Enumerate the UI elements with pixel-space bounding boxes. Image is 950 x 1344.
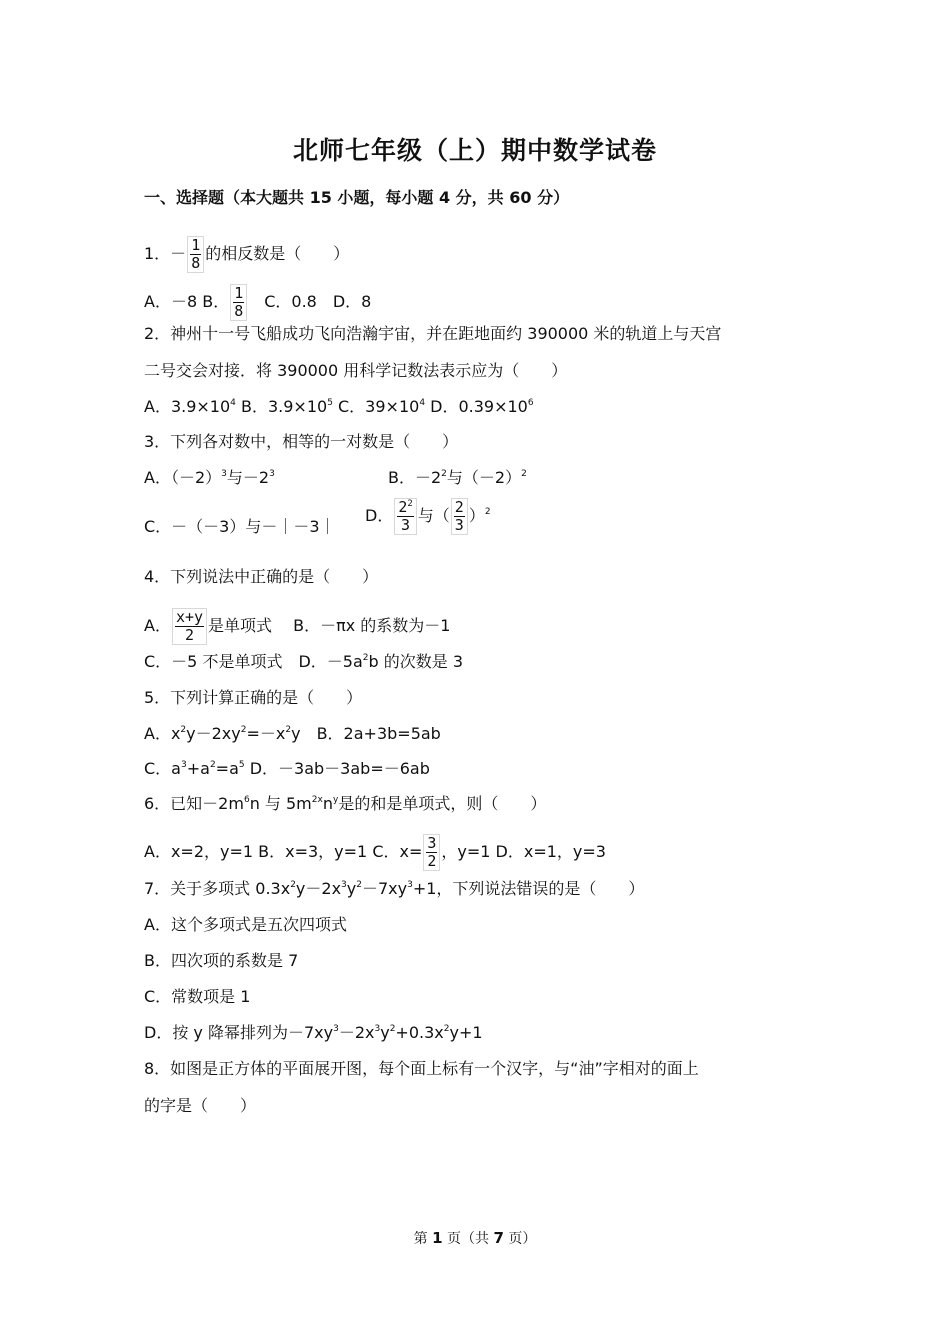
question-7-stem: 7．关于多项式 $0.3x^2y-2x^3y^2-7xy^3+1$，下列说法错误的是（ ）: [144, 879, 645, 898]
question-7-option-d: D．按 y 降幂排列为$-7xy^3-2x^3y^2+0.3x^2y+1$: [144, 1023, 483, 1042]
question-1-stem: 1．－ $\frac{1}{8}$ 的相反数是（ ）: [144, 236, 350, 272]
question-8-line1: 8．如图是正方体的平面展开图，每个面上标有一个汉字，与“油”字相对的面上: [144, 1059, 699, 1078]
question-2-line2: 二号交会对接．将 390000 用科学记数法表示应为（ ）: [144, 361, 568, 380]
fraction: $\frac{x+y}{2}$: [172, 608, 207, 645]
question-3-option-c: C．－（－3）与－｜－3｜: [144, 517, 336, 536]
question-7-option-c: C．常数项是 1: [144, 987, 251, 1006]
question-5-options-ab: A．$x^2y-2xy^2=-x^2y$ B．2a+3b=5ab: [144, 724, 441, 743]
question-6-options: A．x=2，y=1 B．x=3，y=1 C．x= $\frac{3}{2}$ ，y=1 D．x=1，y=3: [144, 834, 606, 870]
question-6-stem: 6．已知$-2m^6n$ 与 $5m^{2x}n^y$是的和是单项式，则（ ）: [144, 794, 547, 813]
question-7-option-b: B．四次项的系数是 7: [144, 951, 299, 970]
question-3-option-d: D． $\frac{2^2}{3}$ 与（ $\frac{2}{3}$ ）$^2$: [365, 498, 491, 534]
question-5-options-cd: C．$a^3+a^2=a^5$ D．－3ab－3ab=－6ab: [144, 759, 430, 778]
page-title: 北师七年级（上）期中数学试卷: [292, 136, 657, 165]
current-page-number: 1: [432, 1229, 443, 1247]
question-2-line1: 2．神州十一号飞船成功飞向浩瀚宇宙，并在距地面约 390000 米的轨道上与天宫: [144, 324, 722, 343]
total-page-count: 7: [493, 1229, 504, 1247]
fraction: $\frac{2^2}{3}$: [394, 498, 416, 535]
fraction: $\frac{2}{3}$: [451, 498, 468, 535]
question-5-stem: 5．下列计算正确的是（ ）: [144, 688, 363, 707]
fraction: $\frac{1}{8}$: [230, 284, 247, 321]
question-4-stem: 4．下列说法中正确的是（ ）: [144, 567, 379, 586]
question-8-line2: 的字是（ ）: [144, 1096, 257, 1115]
page-footer: 第 1 页（共 7 页）: [413, 1229, 537, 1247]
question-3-stem: 3．下列各对数中，相等的一对数是（ ）: [144, 432, 459, 451]
question-2-options: A．$3.9\times 10^4$ B．$3.9\times 10^5$ C．$39\times 10^4$ D．$0.39\times 10^6$: [144, 397, 534, 416]
section-heading: 一、选择题（本大题共 15 小题，每小题 4 分，共 60 分）: [144, 188, 570, 207]
question-3-option-b: B．$-2^2$与$(-2)^2$: [388, 468, 527, 487]
question-4-options-ab: A． $\frac{x+y}{2}$ 是单项式 B．－πx 的系数为－1: [144, 608, 451, 644]
question-7-option-a: A．这个多项式是五次四项式: [144, 915, 347, 934]
fraction: $\frac{3}{2}$: [423, 834, 440, 871]
question-1-options: A．－8 B． $\frac{1}{8}$ C．0.8 D．8: [144, 284, 372, 320]
fraction: $\frac{1}{8}$: [187, 236, 204, 273]
question-4-options-cd: C．－5 不是单项式 D．$-5a^2b$ 的次数是 3: [144, 652, 463, 671]
question-3-option-a: A．$(-2)^3$与$-2^3$: [144, 468, 275, 487]
